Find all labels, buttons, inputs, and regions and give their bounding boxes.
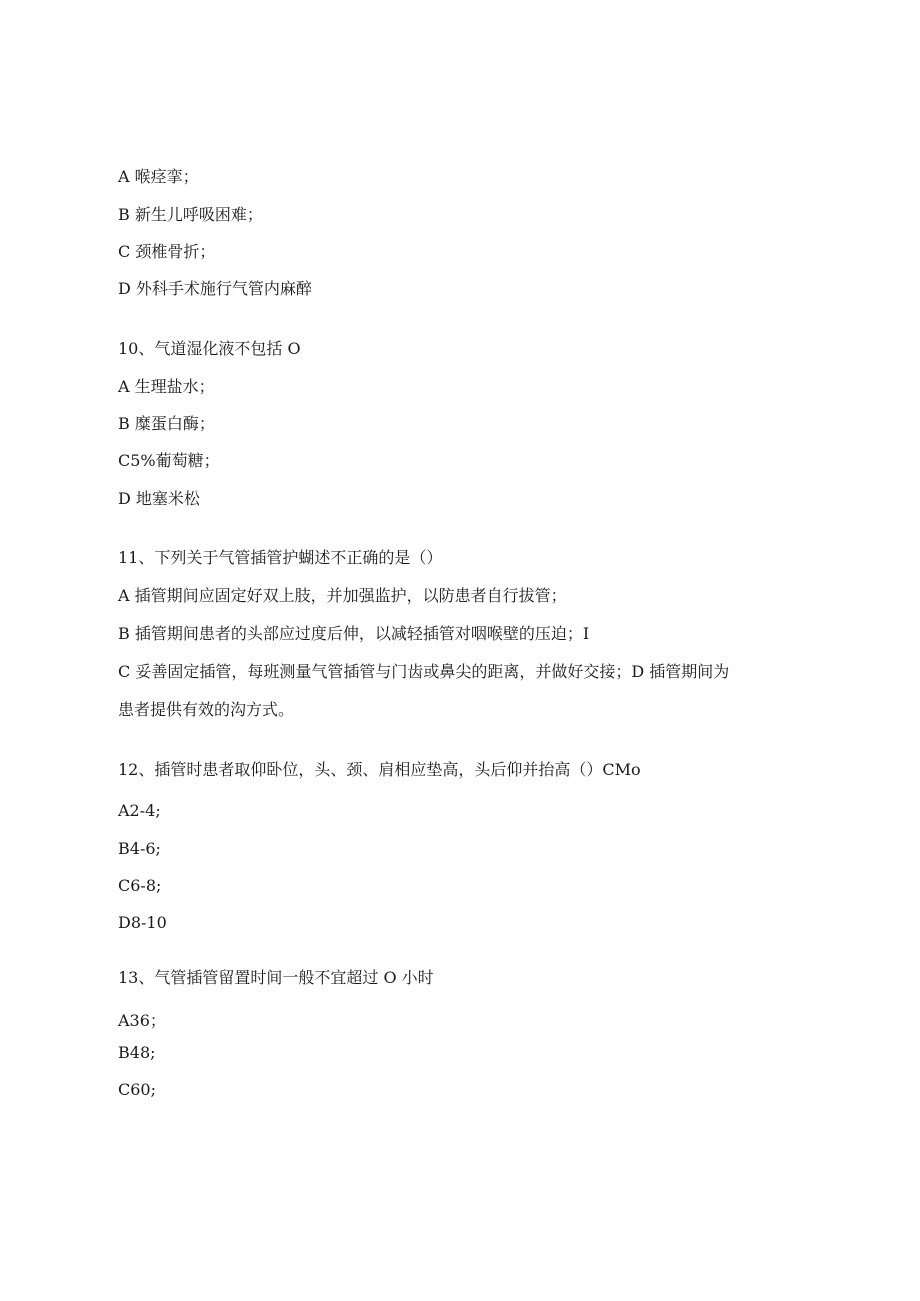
option-a-q12: A2-4;: [118, 801, 161, 820]
option-b-q9: B 新生儿呼吸困难；: [118, 205, 263, 224]
question-10: 10、气道湿化液不包括 O: [118, 339, 301, 358]
option-c-q12: C6-8;: [118, 876, 162, 895]
option-c-q11-continued: 患者提供有效的沟方式。: [118, 700, 295, 719]
option-d-q12: D8-10: [118, 913, 167, 932]
option-a-q13: A36；: [118, 1011, 166, 1030]
option-c-q10: C5%葡萄糖；: [118, 451, 220, 470]
option-c-q13: C60;: [118, 1080, 156, 1099]
option-b-q11: B 插管期间患者的头部应过度后伸，以减轻插管对咽喉壁的压迫；I: [118, 624, 590, 643]
option-d-q10: D 地塞米松: [118, 489, 200, 508]
option-b-q13: B48;: [118, 1043, 156, 1062]
option-a-q10: A 生理盐水；: [118, 377, 215, 396]
option-a-q9: A 喉痉挛；: [118, 167, 199, 186]
option-b-q12: B4-6;: [118, 839, 161, 858]
option-b-q10: B 糜蛋白酶；: [118, 414, 215, 433]
question-11: 11、下列关于气管插管护蝴述不正确的是（）: [118, 548, 443, 567]
option-c-q9: C 颈椎骨折；: [118, 242, 216, 261]
option-d-q9: D 外科手术施行气管内麻醉: [118, 279, 312, 298]
question-13: 13、气管插管留置时间一般不宜超过 O 小时: [118, 968, 434, 987]
option-c-q11: C 妥善固定插管，每班测量气管插管与门齿或鼻尖的距离，并做好交接；D 插管期间为: [118, 662, 730, 681]
option-a-q11: A 插管期间应固定好双上肢，并加强监护，以防患者自行拔管；: [118, 586, 567, 605]
question-12: 12、插管时患者取仰卧位，头、颈、肩相应垫高，头后仰并抬高（）CMo: [118, 760, 641, 779]
